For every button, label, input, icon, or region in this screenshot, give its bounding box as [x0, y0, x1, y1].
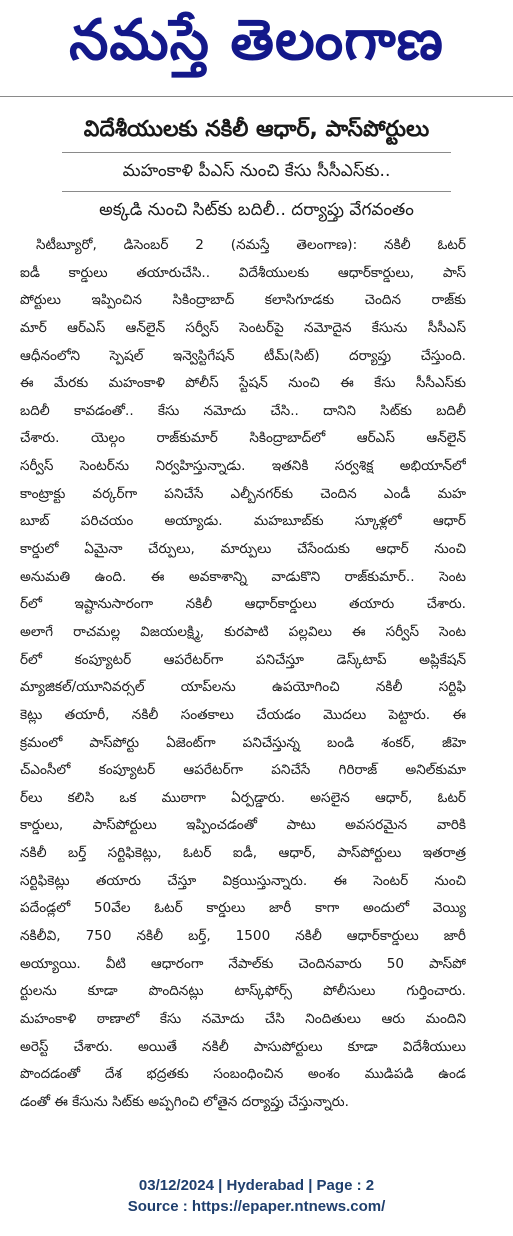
article-line: అరెస్ట్‌ చేశారు. అయితే నకిలీ పాసుపోర్టులు కూడా విదేశీయులు — [20, 1038, 466, 1055]
article-line: కార్డులో ఏమైనా చేర్పులు, మార్పులు చేసేందుకు ఆధార్‌ నుంచి — [20, 541, 466, 558]
article-line: డంతో ఈ కేసును సిట్‌కు అప్పగించి లోతైన దర్యాప్తు చేస్తున్నారు. — [20, 1093, 349, 1110]
article-line: బూబ్‌ పరిచయం అయ్యాడు. మహబూబ్‌కు స్కూళ్లలో ఆధార్‌ — [20, 513, 466, 530]
article-line: ర్‌లో కంప్యూటర్‌ ఆపరేటర్‌గా పనిచేస్తూ డెస్క్‌టాప్‌ అప్లికేషన్‌ — [20, 651, 466, 668]
article-line: ర్‌లో ఇష్టానుసారంగా నకిలీ ఆధార్‌కార్డులు తయారు చేశారు. — [20, 596, 466, 613]
article-line: బదిలీ కావడంతో.. కేసు నమోదు చేసి.. దానిని సిట్‌కు బదిలీ — [20, 402, 466, 419]
article-line: ఈ మేరకు మహంకాళి పోలీస్‌ స్టేషన్‌ నుంచి ఈ కేసు సీసీఎస్‌కు — [20, 375, 466, 392]
article-line: నకిలీ బర్త్‌ సర్టిఫికెట్లు, ఓటర్‌ ఐడీ, ఆధార్‌, పాస్‌పోర్టులు ఇతరాత్ర — [20, 845, 466, 862]
top-rule — [0, 96, 513, 97]
article-line: నకిలీవి, 750 నకిలీ బర్త్‌, 1500 నకిలీ ఆధార్‌కార్డులు జారీ — [20, 928, 466, 945]
article-line: ఐడీ కార్డులు తయారుచేసి.. విదేశీయులకు ఆధార్‌కార్డులు, పాస్‌ — [20, 264, 466, 281]
headline: విదేశీయులకు నకిలీ ఆధార్‌, పాస్‌పోర్టులు — [83, 117, 430, 142]
article-line: మార్‌ ఆర్‌ఎస్‌ ఆన్‌లైన్‌ సర్వీస్‌ సెంటర్‌పై నమోదైన కేసును సీసీఎస్‌ — [20, 319, 466, 336]
article-line: కార్డులు, పాస్‌పోర్టులు ఇప్పించడంతో పాటు అవసరమైన వారికి — [20, 817, 466, 834]
article-line: ర్టులను కూడా పొందినట్లు టాస్క్‌ఫోర్స్‌ పోలీసులు గుర్తించారు. — [20, 983, 466, 1000]
article-line: సర్వీస్‌ సెంటర్‌ను నిర్వహిస్తున్నాడు. ఇతనికి సర్వశిక్ష అభియాన్‌లో — [20, 458, 466, 475]
article-line: చేశారు. యెల్గం రాజ్‌కుమార్‌ సికింద్రాబాద్‌లో ఆర్‌ఎస్‌ ఆన్‌లైన్‌ — [20, 430, 466, 447]
article-line: ర్‌లు కలిసి ఒక ముఠాగా ఏర్పడ్డారు. అసలైన ఆధార్‌, ఓటర్‌ — [20, 789, 466, 806]
article-line: కెట్లు తయారీ, నకిలీ సంతకాలు చేయడం మొదలు పెట్టారు. ఈ — [20, 706, 466, 723]
article-line: సిటీబ్యూరో, డిసెంబర్‌ 2 (నమస్తే తెలంగాణ): నకిలీ ఓటర్‌ — [36, 237, 466, 253]
masthead-title: నమస్తే తెలంగాణ — [69, 8, 444, 73]
article-line: పొందడంతో దేశ భద్రతకు సంబంధించిన అంశం ముడిపడి ఉండ — [20, 1066, 466, 1083]
article-line: అనుమతి ఉంది. ఈ అవకాశాన్ని వాడుకొని రాజ్‌కుమార్‌.. సెంట — [20, 568, 466, 585]
article-line: పోర్టులు ఇప్పించిన సికింద్రాబాద్‌ కలాసిగూడకు చెందిన రాజ్‌కు — [20, 292, 466, 309]
article-line: సర్టిఫికెట్లు తయారు చేస్తూ విక్రయిస్తున్నారు. ఈ సెంటర్‌ నుంచి — [20, 872, 466, 889]
article-line: అలాగే రాచమల్ల విజయలక్ష్మి, కురపాటి పల్లవిలు ఈ సర్వీస్‌ సెంట — [20, 623, 466, 640]
article-line: కాంట్రాక్టు వర్కర్‌గా పనిచేసే ఎల్బీనగర్‌కు చెందిన ఎండీ మహ — [20, 485, 466, 502]
article-line: అయ్యాయి. వీటి ఆధారంగా నేపాల్‌కు చెందినవారు 50 పాస్‌పో — [20, 955, 466, 972]
subhead-1: మహంకాళి పీఎస్‌ నుంచి కేసు సీసీఎస్‌కు.. — [122, 161, 391, 181]
article-body — [20, 232, 466, 1117]
footer-meta: 03/12/2024 | Hyderabad | Page : 2 — [138, 1177, 375, 1194]
footer-source: Source : https://epaper.ntnews.com/ — [127, 1198, 386, 1215]
article-line: మ్యాజికల్‌/యూనివర్సల్‌ యాప్‌లను ఉపయోగించి నకిలీ సర్టిఫి — [20, 679, 466, 696]
subhead-rule — [62, 191, 451, 192]
article-line: క్రమంలో పాస్‌పోర్టు ఏజెంట్‌గా పనిచేస్తున్న బండి శంకర్‌, జీహె — [20, 734, 466, 751]
article-line: చ్‌ఎంసీలో కంప్యూటర్‌ ఆపరేటర్‌గా పనిచేసే గిరిరాజ్‌ అనిల్‌కుమా — [20, 762, 466, 779]
subhead-2: అక్కడి నుంచి సిట్‌కు బదిలీ.. దర్యాప్తు వేగవంతం — [99, 200, 414, 220]
article-line: ఆధీనంలోని స్పెషల్‌ ఇన్వెస్టిగేషన్‌ టీమ్‌(సిట్‌) దర్యాప్తు చేస్తుంది. — [20, 347, 466, 364]
headline-rule — [62, 152, 451, 153]
article-line: పదేండ్లలో 50వేల ఓటర్‌ కార్డులు జారీ కాగా అందులో వెయ్యి — [20, 900, 466, 917]
article-line: మహంకాళి ఠాణాలో కేసు నమోదు చేసి నిందితులు ఆరు మందిని — [20, 1010, 466, 1027]
